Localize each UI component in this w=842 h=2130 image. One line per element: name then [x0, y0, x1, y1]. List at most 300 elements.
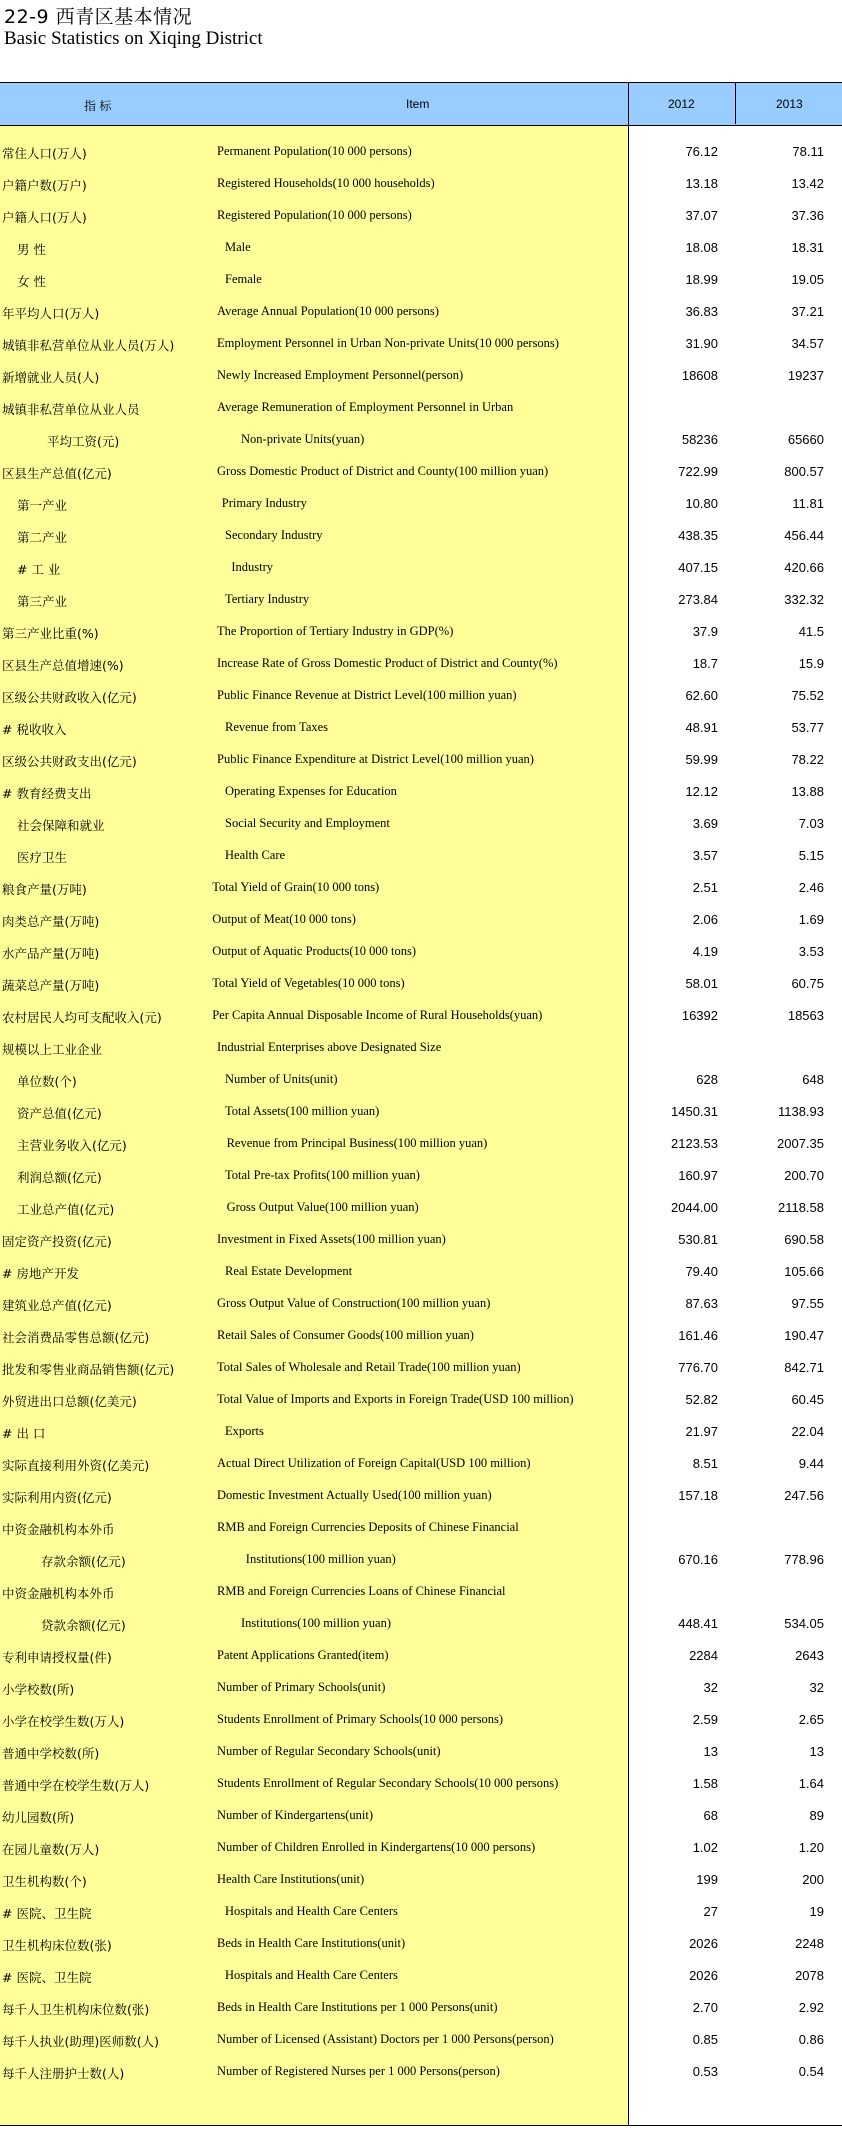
row-indicator-cn: 小学在校学生数(万人) [2, 1714, 125, 1729]
table-row [0, 1768, 842, 1800]
table-row [0, 776, 842, 808]
row-item-en: Increase Rate of Gross Domestic Product of District and County(%) [217, 656, 558, 670]
header-divider [735, 82, 736, 124]
row-value-2013: 332.32 [784, 592, 824, 607]
row-value-2013: 37.21 [791, 304, 824, 319]
row-indicator-cn: 医疗卫生 [17, 850, 68, 865]
row-indicator-cn: 专利申请授权量(件) [2, 1650, 112, 1665]
table-row [0, 136, 842, 168]
row-item-en: Number of Kindergartens(unit) [217, 1808, 373, 1822]
row-value-2013: 75.52 [791, 688, 824, 703]
row-indicator-cn: 平均工资(元) [47, 434, 120, 449]
row-item-en: Secondary Industry [225, 528, 323, 542]
row-item-en: Total Assets(100 million yuan) [225, 1104, 380, 1118]
row-indicator-cn: 普通中学在校学生数(万人) [2, 1778, 150, 1793]
row-value-2012: 0.53 [692, 2064, 718, 2079]
row-indicator-cn: 资产总值(亿元) [17, 1106, 102, 1121]
row-value-2012: 18.7 [692, 656, 718, 671]
row-item-en: Female [225, 272, 262, 286]
row-item-en: Output of Meat(10 000 tons) [212, 912, 356, 926]
table-row [0, 200, 842, 232]
row-value-2013: 78.11 [792, 144, 824, 159]
table-row [0, 1832, 842, 1864]
row-value-2013: 60.45 [791, 1392, 824, 1407]
row-value-2013: 7.03 [798, 816, 824, 831]
row-value-2012: 10.80 [685, 496, 718, 511]
row-item-en: Registered Population(10 000 persons) [217, 208, 412, 222]
row-value-2013: 842.71 [784, 1360, 824, 1375]
table-row [0, 232, 842, 264]
table-row [0, 1928, 842, 1960]
row-value-2012: 13 [703, 1744, 718, 1759]
row-item-en: Number of Primary Schools(unit) [217, 1680, 386, 1694]
row-value-2012: 79.40 [685, 1264, 718, 1279]
header-2012: 2012 [668, 97, 695, 111]
table-title-en: Basic Statistics on Xiqing District [4, 28, 263, 49]
row-item-en: Gross Output Value of Construction(100 million yuan) [217, 1296, 491, 1310]
header-indicator: 指 标 [84, 99, 112, 113]
table-body [0, 136, 842, 2088]
row-indicator-cn: # 教育经费支出 [2, 786, 92, 801]
row-indicator-cn: 第二产业 [17, 530, 68, 545]
table-row [0, 456, 842, 488]
row-value-2013: 2.65 [798, 1712, 824, 1727]
row-value-2012: 1450.31 [671, 1104, 718, 1119]
row-item-en: Newly Increased Employment Personnel(person) [217, 368, 464, 382]
row-indicator-cn: 区县生产总值增速(%) [2, 658, 124, 673]
table-row [0, 648, 842, 680]
row-indicator-cn: 城镇非私营单位从业人员(万人) [2, 338, 175, 353]
row-indicator-cn: 工业总产值(亿元) [17, 1202, 115, 1217]
table-title-cn: 22-9 西青区基本情况 [4, 6, 193, 28]
statistics-table [0, 82, 842, 2130]
row-item-en: Beds in Health Care Institutions per 1 000 Persons(unit) [217, 2000, 498, 2014]
row-value-2013: 0.86 [798, 2032, 824, 2047]
row-value-2012: 160.97 [678, 1168, 718, 1183]
row-item-en: Hospitals and Health Care Centers [225, 1968, 398, 1982]
row-value-2013: 200 [802, 1872, 824, 1887]
row-indicator-cn: 卫生机构床位数(张) [2, 1938, 112, 1953]
row-indicator-cn: 户籍人口(万人) [2, 210, 87, 225]
row-indicator-cn: 固定资产投资(亿元) [2, 1234, 112, 1249]
row-indicator-cn: 普通中学校数(所) [2, 1746, 100, 1761]
row-item-en: Male [225, 240, 251, 254]
row-indicator-cn: 常住人口(万人) [2, 146, 87, 161]
row-item-en: Output of Aquatic Products(10 000 tons) [212, 944, 416, 958]
row-item-en: Total Yield of Vegetables(10 000 tons) [212, 976, 405, 990]
row-value-2013: 78.22 [791, 752, 824, 767]
row-item-en: Industrial Enterprises above Designated Size [217, 1040, 442, 1054]
row-value-2012: 161.46 [678, 1328, 718, 1343]
row-value-2013: 648 [802, 1072, 824, 1087]
row-value-2012: 448.41 [678, 1616, 718, 1631]
row-value-2013: 1138.93 [777, 1104, 824, 1119]
table-row [0, 680, 842, 712]
table-row [0, 712, 842, 744]
row-indicator-cn: 第三产业 [17, 594, 68, 609]
row-indicator-cn: # 税收收入 [2, 722, 67, 737]
row-item-en: Number of Registered Nurses per 1 000 Persons(person) [217, 2064, 500, 2078]
row-value-2013: 41.5 [798, 624, 824, 639]
row-value-2012: 62.60 [685, 688, 718, 703]
row-value-2012: 2026 [689, 1968, 718, 1983]
row-value-2013: 89 [809, 1808, 824, 1823]
row-item-en: Public Finance Expenditure at District Level(100 million yuan) [217, 752, 534, 766]
row-indicator-cn: 幼儿园数(所) [2, 1810, 75, 1825]
row-item-en: Health Care Institutions(unit) [217, 1872, 365, 1886]
row-value-2013: 11.81 [792, 496, 824, 511]
row-item-en: Average Remuneration of Employment Personnel in Urban [217, 400, 514, 414]
row-value-2013: 3.53 [798, 944, 824, 959]
row-indicator-cn: 小学校数(所) [2, 1682, 75, 1697]
row-value-2012: 37.9 [692, 624, 718, 639]
row-value-2013: 1.69 [798, 912, 824, 927]
row-value-2012: 2.59 [692, 1712, 718, 1727]
row-item-en: Public Finance Revenue at District Level(100 million yuan) [217, 688, 517, 702]
row-value-2012: 36.83 [685, 304, 718, 319]
row-value-2013: 32 [809, 1680, 824, 1695]
row-item-en: Tertiary Industry [225, 592, 310, 606]
row-indicator-cn: 建筑业总产值(亿元) [2, 1298, 112, 1313]
table-row [0, 328, 842, 360]
row-item-en: Patent Applications Granted(item) [217, 1648, 389, 1662]
row-value-2013: 5.15 [798, 848, 824, 863]
row-value-2012: 628 [696, 1072, 718, 1087]
row-indicator-cn: 第一产业 [17, 498, 68, 513]
table-row [0, 1672, 842, 1704]
row-value-2013: 19237 [787, 368, 824, 383]
table-row [0, 360, 842, 392]
table-row [0, 1064, 842, 1096]
row-item-en: Number of Units(unit) [225, 1072, 338, 1086]
row-value-2012: 722.99 [678, 464, 718, 479]
row-value-2013: 19 [809, 1904, 824, 1919]
row-item-en: Students Enrollment of Regular Secondary Schools(10 000 persons) [217, 1776, 559, 1790]
row-indicator-cn: 区级公共财政支出(亿元) [2, 754, 137, 769]
row-value-2013: 800.57 [784, 464, 824, 479]
row-indicator-cn: 区县生产总值(亿元) [2, 466, 112, 481]
row-value-2012: 21.97 [685, 1424, 718, 1439]
row-indicator-cn: 男 性 [17, 242, 46, 257]
table-row [0, 968, 842, 1000]
row-value-2013: 18.31 [791, 240, 824, 255]
row-item-en: Retail Sales of Consumer Goods(100 million yuan) [217, 1328, 474, 1342]
row-value-2013: 18563 [787, 1008, 824, 1023]
table-row [0, 1704, 842, 1736]
row-value-2012: 407.15 [678, 560, 718, 575]
row-value-2012: 18608 [681, 368, 718, 383]
row-value-2013: 2.92 [798, 2000, 824, 2015]
row-indicator-cn: # 医院、卫生院 [2, 1906, 92, 1921]
table-row [0, 1000, 842, 1032]
table-row [0, 1608, 842, 1640]
row-value-2012: 48.91 [685, 720, 718, 735]
row-item-en: Institutions(100 million yuan) [241, 1616, 391, 1630]
table-row [0, 392, 842, 424]
row-item-en: Actual Direct Utilization of Foreign Capital(USD 100 million) [217, 1456, 531, 1470]
row-value-2012: 670.16 [678, 1552, 718, 1567]
row-indicator-cn: 批发和零售业商品销售额(亿元) [2, 1362, 175, 1377]
row-value-2013: 2007.35 [777, 1136, 824, 1151]
table-row [0, 1416, 842, 1448]
row-value-2013: 2.46 [798, 880, 824, 895]
row-value-2013: 34.57 [791, 336, 824, 351]
table-row [0, 424, 842, 456]
row-indicator-cn: 粮食产量(万吨) [2, 882, 87, 897]
row-value-2012: 27 [703, 1904, 718, 1919]
table-row [0, 2056, 842, 2088]
row-value-2012: 3.57 [692, 848, 718, 863]
row-item-en: Hospitals and Health Care Centers [225, 1904, 398, 1918]
row-value-2013: 97.55 [791, 1296, 824, 1311]
table-row [0, 264, 842, 296]
row-item-en: Students Enrollment of Primary Schools(10 000 persons) [217, 1712, 504, 1726]
row-value-2013: 778.96 [784, 1552, 824, 1567]
row-indicator-cn: 肉类总产量(万吨) [2, 914, 100, 929]
row-item-en: Total Yield of Grain(10 000 tons) [212, 880, 380, 894]
row-indicator-cn: 利润总额(亿元) [17, 1170, 102, 1185]
header-item: Item [406, 97, 430, 111]
table-row [0, 584, 842, 616]
row-item-en: Beds in Health Care Institutions(unit) [217, 1936, 406, 1950]
row-indicator-cn: 每千人卫生机构床位数(张) [2, 2002, 150, 2017]
row-value-2012: 4.19 [692, 944, 718, 959]
row-value-2012: 58.01 [685, 976, 718, 991]
row-value-2013: 1.64 [798, 1776, 824, 1791]
row-item-en: Industry [231, 560, 274, 574]
row-value-2012: 87.63 [685, 1296, 718, 1311]
row-indicator-cn: # 房地产开发 [2, 1266, 79, 1281]
table-row [0, 1544, 842, 1576]
row-indicator-cn: 单位数(个) [17, 1074, 77, 1089]
table-row [0, 488, 842, 520]
row-indicator-cn: 户籍户数(万户) [2, 178, 87, 193]
row-value-2012: 3.69 [692, 816, 718, 831]
row-value-2013: 190.47 [784, 1328, 824, 1343]
table-row [0, 936, 842, 968]
row-value-2013: 2118.58 [777, 1200, 824, 1215]
row-value-2012: 32 [703, 1680, 718, 1695]
row-indicator-cn: 每千人注册护士数(人) [2, 2066, 125, 2081]
row-value-2012: 776.70 [678, 1360, 718, 1375]
row-indicator-cn: 女 性 [17, 274, 46, 289]
row-value-2013: 247.56 [784, 1488, 824, 1503]
row-item-en: Number of Licensed (Assistant) Doctors per 1 000 Persons(person) [217, 2032, 554, 2046]
row-value-2012: 438.35 [678, 528, 718, 543]
row-indicator-cn: 城镇非私营单位从业人员 [2, 402, 140, 417]
table-row [0, 808, 842, 840]
row-item-en: Primary Industry [221, 496, 307, 510]
row-indicator-cn: 每千人执业(助理)医师数(人) [2, 2034, 160, 2049]
row-value-2012: 157.18 [678, 1488, 718, 1503]
table-row [0, 1352, 842, 1384]
row-indicator-cn: 规模以上工业企业 [2, 1042, 103, 1057]
row-value-2013: 53.77 [791, 720, 824, 735]
table-row [0, 1640, 842, 1672]
table-row [0, 520, 842, 552]
row-indicator-cn: 中资金融机构本外币 [2, 1522, 115, 1537]
row-value-2012: 2026 [689, 1936, 718, 1951]
row-item-en: Total Value of Imports and Exports in Foreign Trade(USD 100 million) [217, 1392, 574, 1406]
row-value-2013: 2643 [795, 1648, 824, 1663]
table-row [0, 1288, 842, 1320]
row-item-en: The Proportion of Tertiary Industry in GDP(%) [217, 624, 454, 638]
row-value-2012: 530.81 [678, 1232, 718, 1247]
row-indicator-cn: 水产品产量(万吨) [2, 946, 100, 961]
row-indicator-cn: 在园儿童数(万人) [2, 1842, 100, 1857]
row-indicator-cn: 实际利用内资(亿元) [2, 1490, 112, 1505]
table-row [0, 296, 842, 328]
table-row [0, 1864, 842, 1896]
row-value-2013: 690.58 [784, 1232, 824, 1247]
row-value-2013: 456.44 [784, 528, 824, 543]
row-item-en: Social Security and Employment [225, 816, 390, 830]
row-item-en: Exports [225, 1424, 264, 1438]
row-item-en: Revenue from Taxes [225, 720, 329, 734]
row-value-2012: 31.90 [685, 336, 718, 351]
row-value-2013: 200.70 [784, 1168, 824, 1183]
header-2013: 2013 [776, 97, 803, 111]
row-item-en: Number of Regular Secondary Schools(unit) [217, 1744, 441, 1758]
row-indicator-cn: 蔬菜总产量(万吨) [2, 978, 100, 993]
row-value-2013: 105.66 [784, 1264, 824, 1279]
row-indicator-cn: 外贸进出口总额(亿美元) [2, 1394, 137, 1409]
row-item-en: Number of Children Enrolled in Kindergartens(10 000 persons) [217, 1840, 536, 1854]
row-value-2013: 9.44 [798, 1456, 824, 1471]
row-item-en: RMB and Foreign Currencies Deposits of Chinese Financial [217, 1520, 519, 1534]
row-value-2013: 0.54 [798, 2064, 824, 2079]
row-indicator-cn: 新增就业人员(人) [2, 370, 100, 385]
row-indicator-cn: 第三产业比重(%) [2, 626, 99, 641]
row-value-2012: 0.85 [692, 2032, 718, 2047]
table-row [0, 1960, 842, 1992]
row-item-en: Gross Domestic Product of District and County(100 million yuan) [217, 464, 549, 478]
row-value-2013: 13.88 [791, 784, 824, 799]
row-value-2012: 58236 [681, 432, 718, 447]
table-row [0, 1160, 842, 1192]
row-indicator-cn: 存款余额(亿元) [41, 1554, 126, 1569]
row-value-2012: 2044.00 [671, 1200, 718, 1215]
row-item-en: Average Annual Population(10 000 persons) [217, 304, 439, 318]
row-value-2012: 2.70 [692, 2000, 718, 2015]
table-row [0, 168, 842, 200]
row-item-en: Non-private Units(yuan) [241, 432, 365, 446]
row-indicator-cn: 贷款余额(亿元) [41, 1618, 126, 1633]
table-header [0, 82, 842, 126]
row-value-2012: 12.12 [685, 784, 718, 799]
row-value-2013: 65660 [787, 432, 824, 447]
table-row [0, 1256, 842, 1288]
row-value-2012: 52.82 [685, 1392, 718, 1407]
table-row [0, 904, 842, 936]
table-row [0, 1512, 842, 1544]
row-value-2012: 18.08 [685, 240, 718, 255]
row-value-2012: 13.18 [685, 176, 718, 191]
table-row [0, 1448, 842, 1480]
table-row [0, 1032, 842, 1064]
row-item-en: Health Care [225, 848, 286, 862]
row-value-2012: 18.99 [685, 272, 718, 287]
row-value-2012: 2.06 [692, 912, 718, 927]
table-row [0, 1384, 842, 1416]
row-value-2012: 68 [703, 1808, 718, 1823]
row-value-2013: 1.20 [798, 1840, 824, 1855]
row-item-en: Institutions(100 million yuan) [245, 1552, 396, 1566]
table-row [0, 616, 842, 648]
row-value-2012: 1.58 [692, 1776, 718, 1791]
row-value-2013: 22.04 [791, 1424, 824, 1439]
table-row [0, 1480, 842, 1512]
table-row [0, 872, 842, 904]
table-row [0, 1096, 842, 1128]
row-value-2013: 420.66 [784, 560, 824, 575]
row-indicator-cn: # 医院、卫生院 [2, 1970, 92, 1985]
table-row [0, 1320, 842, 1352]
table-row [0, 1800, 842, 1832]
row-value-2013: 534.05 [784, 1616, 824, 1631]
row-value-2012: 1.02 [692, 1840, 718, 1855]
table-row [0, 1736, 842, 1768]
row-value-2013: 13 [809, 1744, 824, 1759]
row-item-en: Domestic Investment Actually Used(100 million yuan) [217, 1488, 492, 1502]
table-bottom-rule [0, 2125, 842, 2126]
row-value-2012: 16392 [681, 1008, 718, 1023]
row-item-en: Total Sales of Wholesale and Retail Trade(100 million yuan) [217, 1360, 521, 1374]
row-item-en: Employment Personnel in Urban Non-private Units(10 000 persons) [217, 336, 559, 350]
row-indicator-cn: # 出 口 [2, 1426, 46, 1441]
row-indicator-cn: 年平均人口(万人) [2, 306, 100, 321]
table-row [0, 744, 842, 776]
row-value-2012: 2123.53 [671, 1136, 718, 1151]
row-value-2012: 59.99 [685, 752, 718, 767]
row-value-2012: 37.07 [685, 208, 718, 223]
row-item-en: Operating Expenses for Education [225, 784, 397, 798]
row-value-2013: 2078 [795, 1968, 824, 1983]
row-item-en: RMB and Foreign Currencies Loans of Chinese Financial [217, 1584, 506, 1598]
table-row [0, 1224, 842, 1256]
row-item-en: Investment in Fixed Assets(100 million yuan) [217, 1232, 446, 1246]
row-indicator-cn: 区级公共财政收入(亿元) [2, 690, 137, 705]
row-value-2013: 60.75 [791, 976, 824, 991]
row-item-en: Real Estate Development [225, 1264, 353, 1278]
row-indicator-cn: 卫生机构数(个) [2, 1874, 87, 1889]
row-item-en: Gross Output Value(100 million yuan) [226, 1200, 419, 1214]
row-indicator-cn: 实际直接利用外资(亿美元) [2, 1458, 150, 1473]
table-row [0, 1896, 842, 1928]
row-value-2012: 2.51 [692, 880, 718, 895]
row-item-en: Revenue from Principal Business(100 million yuan) [226, 1136, 488, 1150]
row-value-2012: 76.12 [685, 144, 718, 159]
table-row [0, 1576, 842, 1608]
table-row [0, 1192, 842, 1224]
row-item-en: Permanent Population(10 000 persons) [217, 144, 412, 158]
row-value-2013: 15.9 [798, 656, 824, 671]
row-item-en: Total Pre-tax Profits(100 million yuan) [225, 1168, 420, 1182]
table-row [0, 552, 842, 584]
row-item-en: Registered Households(10 000 households) [217, 176, 435, 190]
row-value-2012: 2284 [689, 1648, 718, 1663]
table-row [0, 1128, 842, 1160]
row-value-2013: 2248 [795, 1936, 824, 1951]
row-value-2012: 199 [696, 1872, 718, 1887]
table-row [0, 840, 842, 872]
table-row [0, 2024, 842, 2056]
table-row [0, 1992, 842, 2024]
row-value-2013: 13.42 [791, 176, 824, 191]
row-value-2013: 19.05 [791, 272, 824, 287]
row-indicator-cn: # 工 业 [17, 562, 61, 577]
row-indicator-cn: 社会消费品零售总额(亿元) [2, 1330, 150, 1345]
